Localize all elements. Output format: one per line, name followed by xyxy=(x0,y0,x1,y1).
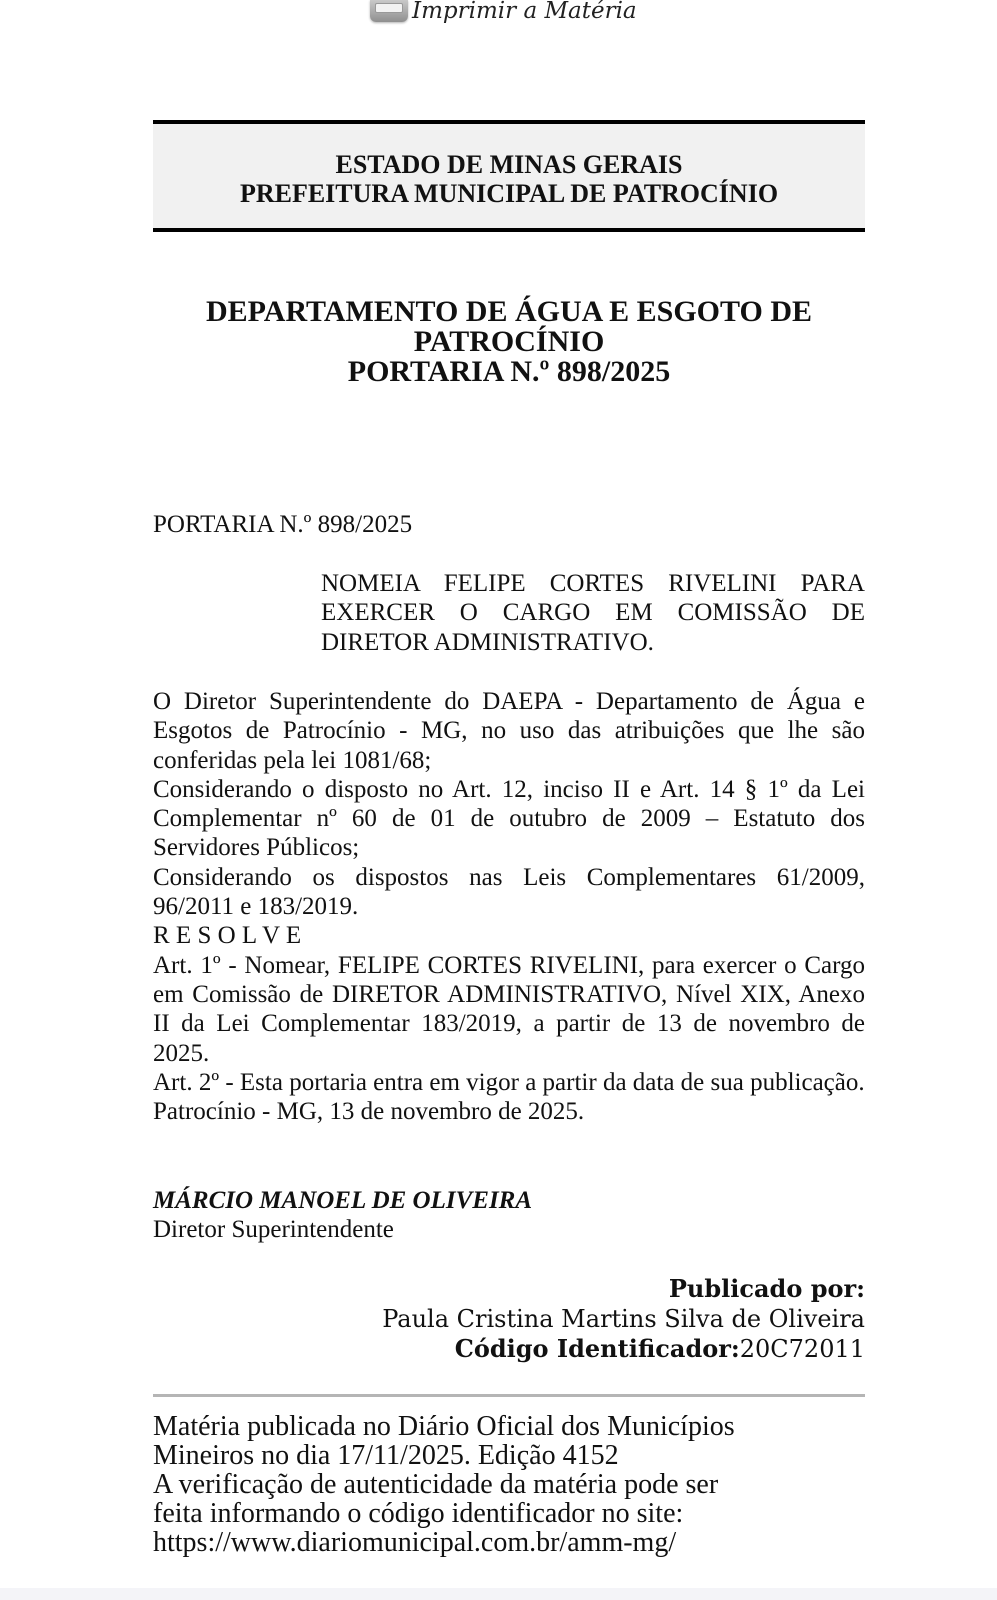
considering-paragraph-2: Considerando os dispostos nas Leis Complementares 61/2009, 96/2011 e 183/2019. xyxy=(153,863,865,921)
signature-block xyxy=(153,1186,532,1245)
print-article-label[interactable]: Imprimir a Matéria xyxy=(412,0,637,24)
header-state: ESTADO DE MINAS GERAIS xyxy=(335,150,683,179)
publication-info xyxy=(382,1274,865,1364)
published-by-label: Publicado por: xyxy=(668,1274,865,1303)
bottom-bar xyxy=(0,1588,997,1600)
document-title xyxy=(153,297,865,387)
considering-paragraph-1: Considerando o disposto no Art. 12, inciso II e Art. 14 § 1º da Lei Complementar nº 60 de 01 de outubro de 2009 – Estatuto dos Servidores Públicos; xyxy=(153,775,865,862)
signatory-title: Diretor Superintendente xyxy=(153,1216,394,1244)
signatory-name: MÁRCIO MANOEL DE OLIVEIRA xyxy=(153,1187,533,1214)
main-text xyxy=(153,687,865,1126)
place-date: Patrocínio - MG, 13 de novembro de 2025. xyxy=(153,1098,585,1126)
header-municipality: PREFEITURA MUNICIPAL DE PATROCÍNIO xyxy=(239,179,779,208)
preamble-paragraph: O Diretor Superintendente do DAEPA - Departamento de Água e Esgotos de Patrocínio - MG, no uso das atribuições que lhe são conferidas pela lei 1081/68; xyxy=(153,688,865,774)
article-2: Art. 2º - Esta portaria entra em vigor a partir da data de sua publicação. xyxy=(153,1068,865,1096)
publication-footer xyxy=(153,1412,865,1557)
document-header-box xyxy=(153,120,865,232)
portaria-label: PORTARIA N.º 898/2025 xyxy=(153,511,413,538)
resolve-heading: R E S O L V E xyxy=(153,922,302,950)
printer-icon xyxy=(370,0,408,22)
footer-url-link[interactable]: https://www.diariomunicipal.com.br/amm-mg/ xyxy=(153,1527,677,1558)
identifier-code-label: Código Identificador: xyxy=(454,1334,740,1363)
footer-line-4: feita informando o código identificador no site: xyxy=(153,1498,684,1529)
title-department-line1: DEPARTAMENTO DE ÁGUA E ESGOTO DE xyxy=(206,295,812,328)
identifier-code xyxy=(382,1334,865,1364)
identifier-code-value: 20C72011 xyxy=(739,1335,865,1363)
title-department-line2: PATROCÍNIO xyxy=(413,325,605,358)
title-portaria: PORTARIA N.º 898/2025 xyxy=(347,355,671,388)
print-article-link[interactable] xyxy=(370,0,637,28)
footer-line-1: Matéria publicada no Diário Oficial dos Municípios xyxy=(153,1411,735,1442)
article-1: Art. 1º - Nomear, FELIPE CORTES RIVELINI, para exercer o Cargo em Comissão de DIRETOR ADMINISTRATIVO, Nível XIX, Anexo II da Lei Complementar 183/2019, a partir de 13 de novembro de 2025. xyxy=(153,951,865,1067)
ementa: NOMEIA FELIPE CORTES RIVELINI PARA EXERCER O CARGO EM COMISSÃO DE DIRETOR ADMINISTRATIVO. xyxy=(321,570,865,656)
published-by-name: Paula Cristina Martins Silva de Oliveira xyxy=(382,1305,865,1333)
footer-divider xyxy=(153,1394,865,1397)
footer-line-2: Mineiros no dia 17/11/2025. Edição 4152 xyxy=(153,1440,619,1471)
footer-line-3: A verificação de autenticidade da matéria pode ser xyxy=(153,1469,719,1500)
